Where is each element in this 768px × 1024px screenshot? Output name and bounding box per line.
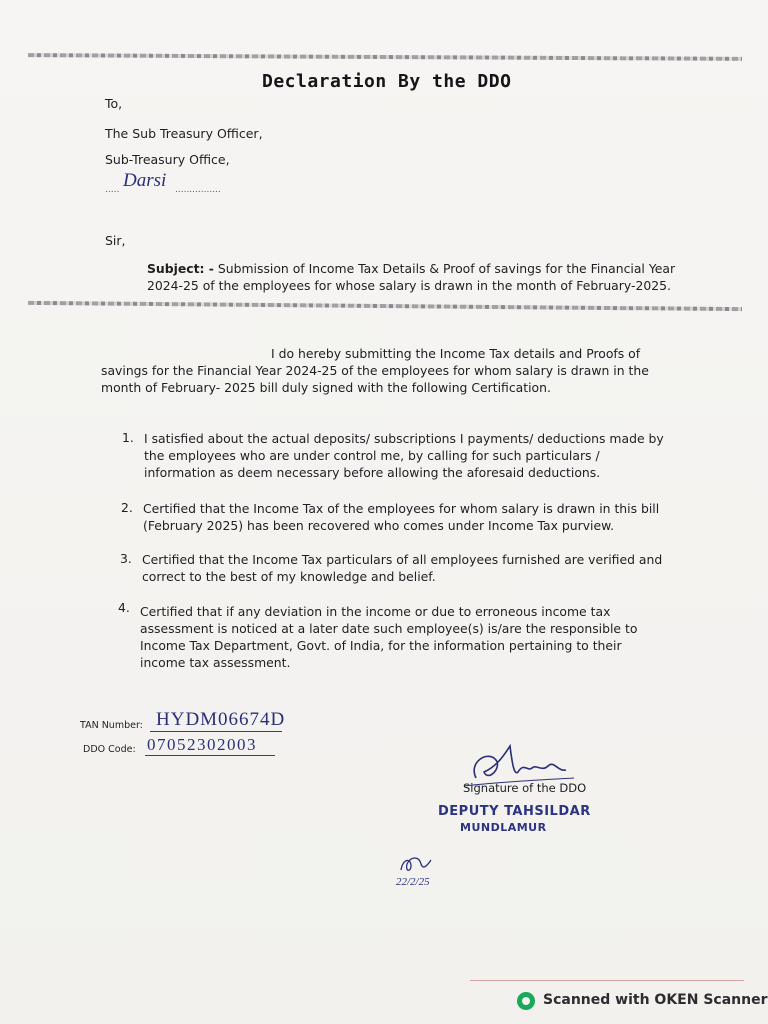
item-2-number: 2. [121, 500, 133, 515]
item-1-line-3: information as deem necessary before allowing the aforesaid deductions. [144, 465, 601, 480]
subject-label: Subject: - [147, 261, 214, 276]
subject-line-1 [147, 260, 675, 277]
item-2-line-2: (February 2025) has been recovered who comes under Income Tax purview. [143, 518, 615, 533]
item-3-text [142, 551, 662, 585]
item-1-number: 1. [122, 430, 134, 445]
address-officer: The Sub Treasury Officer, [105, 126, 263, 141]
address-office: Sub-Treasury Office, [105, 152, 230, 167]
item-1-line-1: I satisfied about the actual deposits/ subscriptions I payments/ deductions made by [144, 431, 664, 446]
item-1-line-2: the employees who are under control me, by calling for such particulars / [144, 448, 600, 463]
item-4-line-2: assessment is noticed at a later date such employee(s) is/are the responsible to [140, 621, 638, 636]
ddo-code-underline [145, 755, 275, 756]
intro-line-3: month of February- 2025 bill duly signed with the following Certification. [101, 380, 551, 395]
top-scan-border [28, 53, 742, 61]
subject-line-2: 2024-25 of the employees for whose salary is drawn in the month of February-2025. [147, 278, 671, 293]
tan-underline [150, 731, 282, 732]
scanner-footer-text: Scanned with OKEN Scanner [543, 992, 768, 1008]
item-4-text [140, 603, 637, 671]
initials-scribble [397, 852, 437, 878]
item-2-line-1: Certified that the Income Tax of the employees for whom salary is drawn in this bill [143, 501, 660, 516]
tan-label: TAN Number: [80, 720, 143, 731]
item-4-line-3: Income Tax Department, Govt. of India, for the information pertaining to their [140, 638, 622, 653]
place-handwritten: Darsi [123, 170, 167, 191]
intro-paragraph [101, 345, 649, 396]
ddo-code-value-handwritten: 07052302003 [147, 735, 257, 754]
bottom-red-line [470, 980, 744, 981]
scanner-logo-icon [517, 992, 535, 1010]
tan-value-handwritten: HYDM06674D [156, 709, 286, 730]
address-to: To, [105, 96, 123, 111]
item-4-line-1: Certified that if any deviation in the income or due to erroneous income tax [140, 604, 611, 619]
mid-scan-border [28, 301, 742, 311]
page-title: Declaration By the DDO [262, 71, 512, 92]
item-3-number: 3. [120, 551, 132, 566]
item-1-text [144, 430, 664, 481]
place-dots: ..... [105, 185, 120, 195]
item-2-text [143, 500, 659, 534]
item-4-line-4: income tax assessment. [140, 655, 291, 670]
subject-text-1: Submission of Income Tax Details & Proof of savings for the Financial Year [217, 261, 676, 276]
stamp-location: MUNDLAMUR [460, 821, 547, 834]
item-4-number: 4. [118, 600, 130, 615]
item-3-line-2: correct to the best of my knowledge and belief. [142, 569, 436, 584]
salutation: Sir, [105, 233, 126, 248]
signature-label: Signature of the DDO [463, 781, 587, 795]
place-dots-trailing: ................ [175, 185, 221, 195]
intro-line-1: I do hereby submitting the Income Tax details and Proofs of [271, 346, 641, 361]
intro-line-2: savings for the Financial Year 2024-25 of the employees for whom salary is drawn in the [101, 363, 649, 378]
date-handwritten: 22/2/25 [396, 876, 430, 888]
stamp-designation: DEPUTY TAHSILDAR [438, 804, 591, 819]
item-3-line-1: Certified that the Income Tax particulars of all employees furnished are verified and [142, 552, 663, 567]
ddo-code-label: DDO Code: [83, 744, 136, 755]
subject-block [147, 260, 675, 294]
